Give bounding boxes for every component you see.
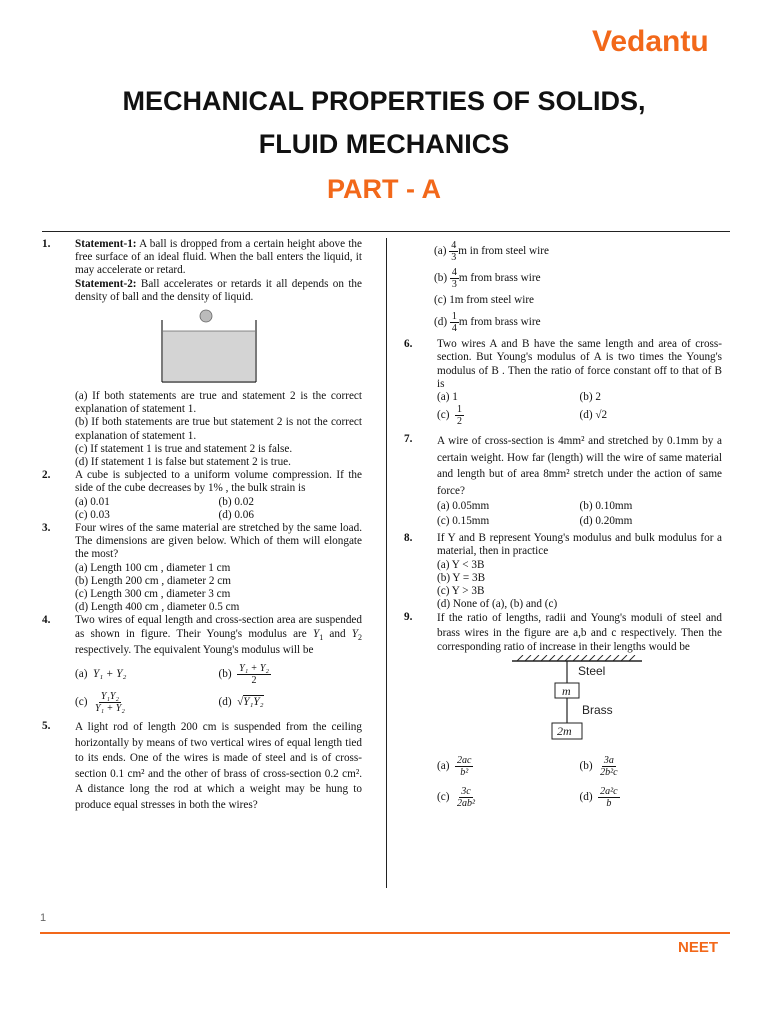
fraction-numerator: 1 (451, 311, 457, 323)
fraction-denominator: 2 (457, 416, 463, 428)
option-c: (c) Length 300 cm , diameter 3 cm (75, 588, 231, 601)
option-c: (c) 0.15mm (437, 515, 490, 528)
question-number: 1. (42, 238, 51, 250)
fraction-denominator: b² (460, 766, 469, 778)
option-d-text: m from brass wire (458, 316, 541, 329)
option-b-label: (b) (218, 668, 232, 681)
question-1 (42, 238, 362, 469)
option-a: (a) 0.05mm (437, 500, 490, 513)
statement-1-text: A ball is dropped from a certain height above the free surface of an ideal fluid. When the ball enters the liquid, it may accelerate or retard. (75, 238, 362, 277)
option-d-label: (d) (434, 316, 448, 329)
exam-label: NEET (678, 939, 719, 956)
fraction-numerator: 3a (603, 754, 614, 766)
option-a-expr: Y₁ + Y₂ (93, 668, 127, 681)
option-d: (d) 0.06 (218, 508, 254, 521)
option-b-fraction (598, 755, 619, 778)
option-b: (b) 0.10mm (579, 500, 633, 513)
option-a: (a) Length 100 cm , diameter 1 cm (75, 561, 231, 574)
option-d: (d) None of (a), (b) and (c) (437, 598, 558, 611)
page-number: 1 (40, 912, 47, 924)
option-a-fraction (449, 240, 458, 263)
option-a-fraction (455, 755, 473, 778)
option-d-fraction (450, 311, 459, 334)
question-number: 4. (42, 614, 51, 627)
question-number: 9. (404, 611, 413, 624)
option-b: (b) 2 (579, 391, 601, 404)
option-a-label: (a) (437, 760, 450, 773)
option-d-fraction (598, 786, 619, 809)
question-number: 6. (404, 338, 413, 351)
question-5-options (404, 240, 722, 334)
option-b: (b) Length 200 cm , diameter 2 cm (75, 574, 231, 587)
question-text: Two wires A and B have the same length and area of cross-section. But Young's modulus of A is two times the Young's modulus of B . Then the ratio of force constant off to that of B is (437, 338, 722, 390)
option-d: (d) √2 (579, 409, 608, 422)
option-d: (d) 0.20mm (579, 515, 633, 528)
top-divider (42, 231, 730, 232)
brass-label: Brass (582, 702, 613, 717)
question-text-part-2: respectively. The equivalent Young's modulus will be (75, 644, 314, 657)
option-b: (b) 0.02 (218, 495, 254, 508)
question-2 (42, 469, 362, 522)
option-a-label: (a) (75, 668, 88, 681)
option-c-label: (c) (75, 696, 88, 709)
option-d: (d) If statement 1 is false but statement 2 is true. (75, 456, 291, 469)
fraction-numerator: 4 (451, 240, 457, 251)
mass-m-label: m (562, 683, 571, 698)
question-text: A cube is subjected to a uniform volume compression. If the side of the cube decreases by 1% , the bulk strain is (75, 469, 362, 495)
question-text: If the ratio of lengths, radii and Young's moduli of steel and brass wires in the figure are a,b and c respectively. Then the corresponding ratio of increase in their lengths would be (437, 612, 722, 654)
option-c: (c) If statement 1 is true and statement 2 is false. (75, 442, 293, 455)
question-7 (404, 433, 722, 529)
option-a: (a) 0.01 (75, 495, 110, 508)
option-b-label: (b) (434, 272, 448, 285)
question-number: 3. (42, 522, 51, 535)
fraction-numerator: 2ac (457, 754, 472, 766)
page-title-line-2: FLUID MECHANICS (258, 129, 510, 159)
column-divider (386, 238, 387, 888)
question-3 (42, 522, 362, 614)
footer-divider (40, 932, 730, 934)
fraction-denominator: 3 (451, 252, 457, 263)
option-b-label: (b) (579, 760, 593, 773)
option-a-label: (a) (434, 245, 447, 258)
question-8 (404, 532, 722, 611)
fraction-denominator: 3 (451, 279, 457, 290)
option-a: (a) If both statements are true and statement 2 is the correct explanation of statement 1. (75, 390, 362, 416)
option-c: (c) 1m from steel wire (434, 294, 535, 306)
option-b: (b) If both statements are true but statement 2 is not the correct explanation of statement 1. (75, 416, 362, 442)
fraction-numerator: Y₁ + Y₂ (239, 663, 269, 675)
steel-brass-wire-figure (437, 655, 722, 755)
question-5 (42, 720, 362, 813)
question-9 (404, 611, 722, 809)
question-number: 8. (404, 532, 413, 545)
mass-2m-label: 2m (557, 723, 572, 738)
option-c: (c) Y > 3B (437, 585, 485, 598)
fraction-numerator: 2a²c (600, 785, 618, 797)
statement-1-label: Statement-1: (75, 238, 137, 250)
option-b-fraction (450, 267, 459, 290)
option-b: (b) Y = 3B (437, 571, 486, 584)
question-text: If Y and B represent Young's modulus and bulk modulus for a material, then in practice (437, 532, 722, 558)
option-c-fraction (455, 404, 464, 427)
statement-2-text: Ball accelerates or retards it all depends on the density of ball and the density of liquid. (75, 277, 362, 303)
right-column (404, 238, 722, 809)
option-d: (d) Length 400 cm , diameter 0.5 cm (75, 601, 240, 614)
option-c-label: (c) (437, 409, 450, 422)
option-d-label: (d) (218, 696, 232, 709)
option-c-fraction (455, 786, 477, 809)
svg-text:Vedantu: Vedantu (592, 25, 709, 58)
fraction-numerator: 3c (461, 785, 471, 797)
fraction-denominator: 2 (251, 675, 257, 687)
fraction-numerator: 4 (451, 267, 457, 278)
question-text: A wire of cross-section is 4mm² and stretched by 0.1mm by a certain weight. How far (length) will the wire of same material and length but of area 8mm² stretch under the action of same force? (437, 435, 722, 497)
statement-2-label: Statement-2: (75, 277, 137, 290)
part-heading: PART - A (327, 174, 441, 204)
option-d-label: (d) (579, 791, 593, 804)
option-c: (c) 0.03 (75, 508, 110, 521)
question-number: 2. (42, 469, 51, 482)
question-text-part-1: Two wires of equal length and cross-section area are suspended as shown in figure. Their Young's modulus are (75, 614, 362, 640)
option-b-text: m from brass wire (458, 272, 541, 285)
question-text: A light rod of length 200 cm is suspended from the ceiling horizontally by means of two vertical wires of equal length tied to its ends. One of the wires is made of steel and is of cross-section 0.1 cm² and the other of brass of cross-section 0.2 cm². A distance long the rod at which a weight may be hung to produce equal stresses in both the wires? (75, 721, 362, 811)
fraction-numerator: 1 (457, 404, 463, 416)
question-text: Four wires of the same material are stretched by the same load. The dimensions are given below. Which of them will elongate the most? (75, 522, 362, 561)
option-d-expr: Y₁Y₂ (243, 696, 264, 709)
fraction-denominator: 2ab² (457, 797, 476, 809)
question-6 (404, 338, 722, 427)
fraction-numerator: Y₁Y₂ (100, 691, 119, 703)
option-c-fraction (93, 691, 127, 714)
option-c-label: (c) (437, 791, 450, 804)
vedantu-logo (590, 24, 720, 60)
fraction-denominator: 2b²c (600, 766, 618, 778)
question-number: 5. (42, 720, 51, 733)
left-column (42, 238, 362, 813)
page-title-line-1: MECHANICAL PROPERTIES OF SOLIDS, (122, 86, 646, 116)
question-number: 7. (404, 433, 413, 446)
and-text: and (323, 627, 352, 640)
option-a-text: m in from steel wire (458, 245, 549, 258)
option-b-fraction (237, 663, 271, 686)
steel-label: Steel (578, 663, 606, 678)
fraction-denominator: b (606, 797, 612, 809)
option-a: (a) Y < 3B (437, 558, 485, 571)
ball-liquid-figure (75, 304, 362, 384)
question-4: 4. Two wires of equal length and cross-section area are suspended as shown in figure. Their Young's modulus are $Y_1$ and $Y_2$ respectively. The equivalent Young's modulus will be (a) Y₁ + Y₂ (b) $\frac{\text{Y₁ + Y₂}}{2}$ (c) $\frac{\text{Y₁Y₂}}{\text{Y₁ + Y₂}}$ (d) √Y₁Y₂ (42, 614, 362, 715)
fraction-denominator: 4 (451, 323, 457, 335)
option-a: (a) 1 (437, 391, 458, 404)
fraction-denominator: Y₁ + Y₂ (95, 703, 125, 715)
